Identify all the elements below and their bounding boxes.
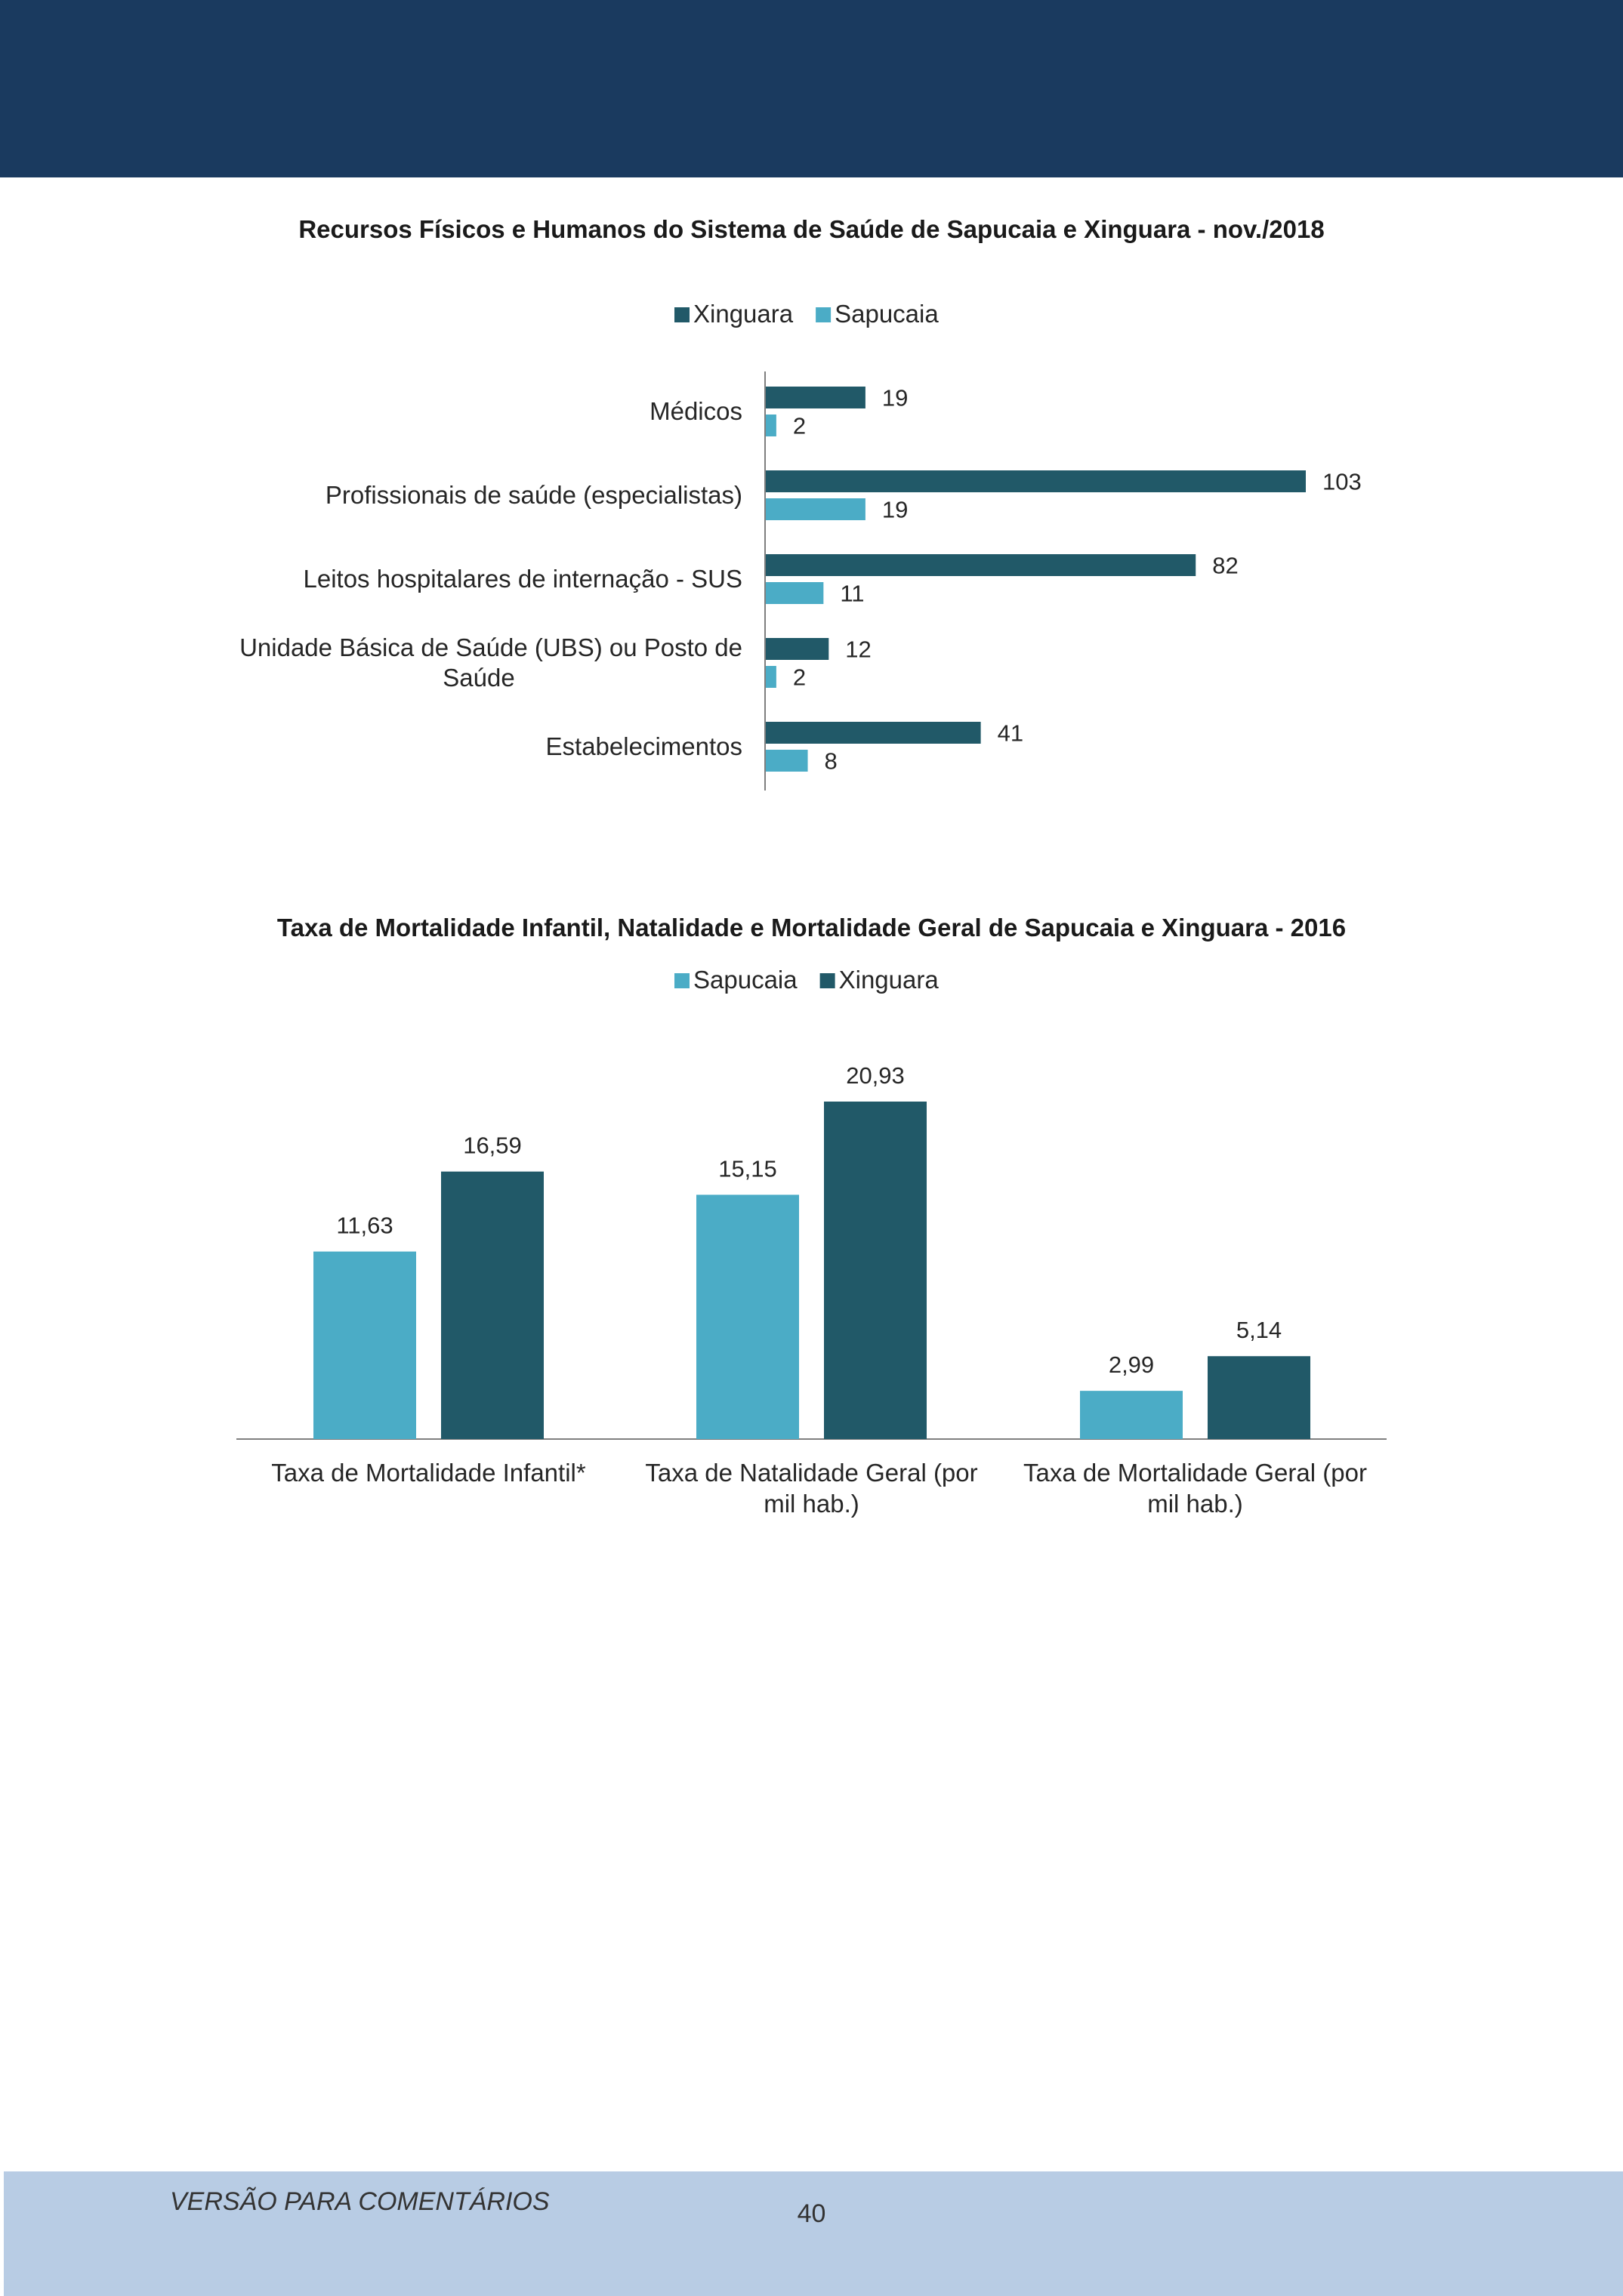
bar1-sapucaia-0 [766,415,776,436]
bar1-label-xinguara-0: 19 [881,384,909,411]
category2-label-1-0: Taxa de Natalidade Geral (por [645,1459,978,1487]
legend2-label-sapucaia: Sapucaia [693,966,798,994]
legend1-label-sapucaia: Sapucaia [835,300,939,328]
legend2-label-xinguara: Xinguara [838,966,939,994]
legend2-swatch-sapucaia [674,973,690,988]
bar1-label-xinguara-2: 82 [1212,552,1239,579]
bar2-xinguara-0 [441,1172,544,1439]
bar1-label-xinguara-4: 41 [997,720,1024,747]
category1-label-1-0: Profissionais de saúde (especialistas) [325,481,742,509]
bar2-label-sapucaia-1: 15,15 [718,1155,777,1182]
category2-label-0-0: Taxa de Mortalidade Infantil* [271,1459,586,1487]
bar2-label-xinguara-1: 20,93 [846,1062,905,1089]
bar1-label-sapucaia-2: 11 [840,580,865,607]
bar1-sapucaia-3 [766,666,776,688]
bar1-sapucaia-1 [766,498,865,520]
bar2-label-xinguara-2: 5,14 [1236,1317,1282,1344]
category1-label-3-0: Unidade Básica de Saúde (UBS) ou Posto de [239,633,742,661]
bar2-label-xinguara-0: 16,59 [463,1132,522,1159]
bar1-sapucaia-2 [766,582,823,604]
category2-label-1-1: mil hab.) [764,1490,859,1518]
bar1-label-sapucaia-1: 19 [881,496,909,523]
page-number: 40 [797,2199,826,2228]
legend2-swatch-xinguara [820,973,835,988]
category2-label-2-1: mil hab.) [1147,1490,1243,1518]
bar1-xinguara-0 [766,387,865,408]
bar2-xinguara-1 [824,1102,927,1439]
bar2-sapucaia-2 [1080,1391,1183,1439]
bar2-label-sapucaia-0: 11,63 [336,1212,393,1239]
bar1-xinguara-3 [766,638,828,660]
bar1-label-sapucaia-4: 8 [824,747,838,775]
bar1-label-xinguara-3: 12 [845,636,872,663]
legend1-swatch-sapucaia [816,307,831,322]
footer-label: VERSÃO PARA COMENTÁRIOS [170,2187,550,2216]
bar2-label-sapucaia-2: 2,99 [1108,1351,1155,1379]
bar1-label-sapucaia-3: 2 [792,664,807,691]
bar2-sapucaia-1 [696,1194,799,1439]
chart2-title: Taxa de Mortalidade Infantil, Natalidade e Mortalidade Geral de Sapucaia e Xinguara - 2016 [276,914,1347,942]
bar1-xinguara-4 [766,722,981,744]
bar1-sapucaia-4 [766,750,808,772]
legend1-label-xinguara: Xinguara [693,300,794,328]
bar1-label-xinguara-1: 103 [1322,468,1362,495]
category1-label-3-1: Saúde [443,664,515,692]
category2-label-2-0: Taxa de Mortalidade Geral (por [1023,1459,1367,1487]
bar1-xinguara-2 [766,554,1196,576]
bar2-sapucaia-0 [313,1252,416,1439]
category1-label-2-0: Leitos hospitalares de internação - SUS [303,565,742,593]
legend1-swatch-xinguara [674,307,690,322]
bar1-label-sapucaia-0: 2 [792,412,807,439]
category1-label-0-0: Médicos [650,397,742,425]
category1-label-4-0: Estabelecimentos [545,732,742,760]
chart1-title: Recursos Físicos e Humanos do Sistema de Saúde de Sapucaia e Xinguara - nov./2018 [298,215,1325,243]
bar2-xinguara-2 [1208,1356,1310,1439]
bar1-xinguara-1 [766,470,1306,492]
